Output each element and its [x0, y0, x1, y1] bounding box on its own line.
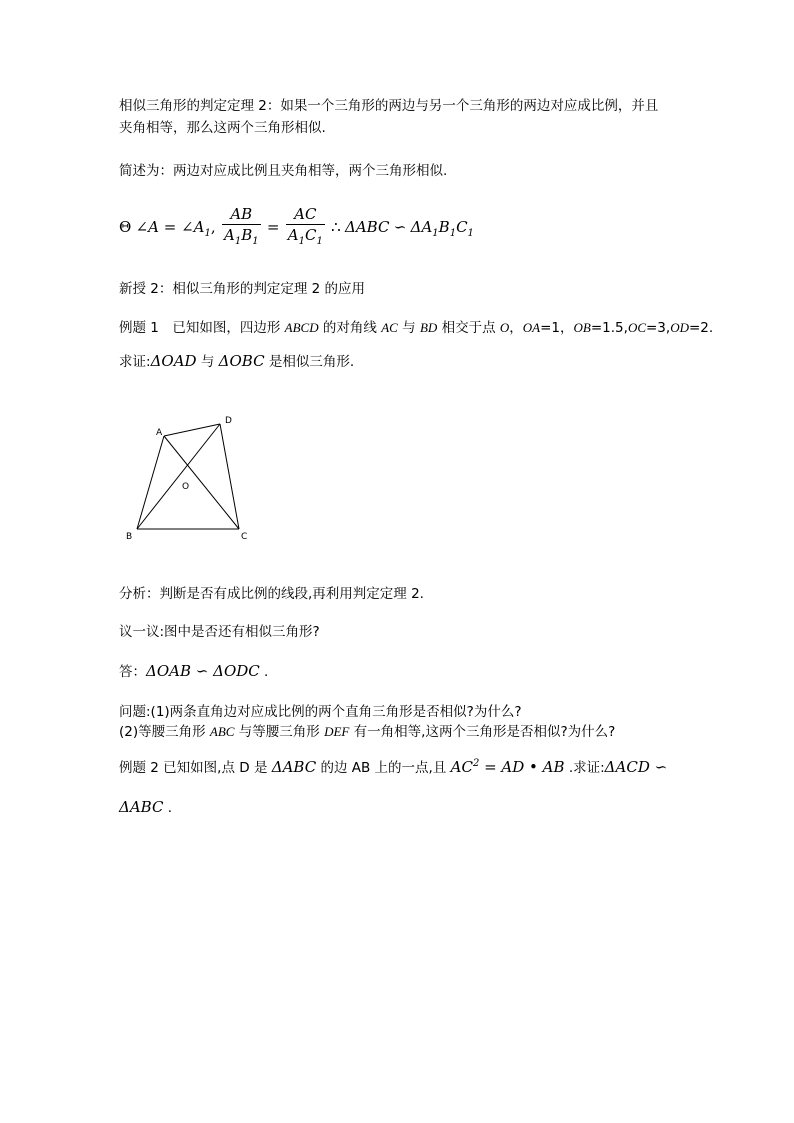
similar-symbol: ∽ [393, 218, 407, 236]
summary-text: 简述为：两边对应成比例且夹角相等，两个三角形相似. [119, 163, 448, 179]
analysis-text: 分析：判断是否有成比例的线段,再利用判定定理 2. [119, 586, 424, 602]
equation: $AC^2$ = AD • AB [450, 758, 565, 776]
label-o: O [182, 482, 190, 492]
fraction-ac-a1c1 [286, 204, 325, 252]
discuss-text: 议一议:图中是否还有相似三角形? [119, 624, 320, 640]
question-1: 问题:(1)两条直角边对应成比例的两个直角三角形是否相似?为什么? [119, 704, 522, 720]
diagonal-bd [137, 424, 220, 529]
fraction-ab-a1b1 [222, 204, 261, 252]
triangle-abc-2: ΔABC [271, 758, 317, 776]
formula [119, 204, 474, 256]
label-d: D [225, 416, 232, 426]
triangle-obc: ΔOBC [218, 352, 265, 370]
triangle-abc: ΔABC [344, 218, 390, 236]
triangle-acd: ΔACD [604, 758, 650, 776]
angle-expression: ∠A = $\angle A_1$ [135, 218, 211, 239]
therefore-symbol: ∴ [331, 218, 341, 236]
theorem-line-2: 夹角相等，那么这两个三角形相似. [119, 120, 326, 136]
fraction-numerator: AB [222, 204, 261, 225]
theorem-line-1: 相似三角形的判定定理 2：如果一个三角形的两边与另一个三角形的两边对应成比例，并且 [119, 98, 659, 114]
example1-line-2: 求证:ΔOAD 与 ΔOBC 是相似三角形. [119, 352, 355, 370]
quadrilateral-figure [119, 408, 259, 548]
edge-ba [137, 436, 164, 529]
question-2: (2)等腰三角形 ABC 与等腰三角形 DEF 有一角相等,这两个三角形是否相似?为什么? [119, 724, 616, 740]
triangle-odc: ΔODC [213, 662, 260, 680]
triangle-oad: ΔOAD [150, 352, 197, 370]
equals-sign: = [266, 218, 280, 236]
example2-line-1: 例题 2 已知如图,点 D 是 ΔABC 的边 AB 上的一点,且 $AC^2$ = AD • AB .求证:ΔACD ∽ [119, 758, 668, 776]
example2-line-2: ΔABC . [119, 798, 173, 816]
new-lesson-heading: 新授 2：相似三角形的判定定理 2 的应用 [119, 281, 366, 297]
diagonal-ac [164, 436, 239, 529]
fraction-numerator: AC [286, 204, 325, 225]
fraction-denominator: $A_1C_1$ [287, 226, 323, 247]
example1-line-1: 例题 1 已知如图，四边形 ABCD 的对角线 AC 与 BD 相交于点 O，OA=1，OB=1.5,OC=3,OD=2. [119, 320, 714, 336]
fraction-denominator: $A_1B_1$ [223, 226, 259, 247]
label-b: B [126, 532, 133, 542]
triangle-a1b1c1: $\Delta A_1B_1C_1$ [410, 218, 474, 239]
edge-dc [220, 424, 239, 529]
answer-text: 答：ΔOAB ∽ ΔODC . [119, 662, 269, 680]
label-a: A [156, 428, 163, 438]
because-symbol: Θ [119, 218, 132, 236]
label-c: C [241, 532, 248, 542]
comma: , [210, 218, 216, 236]
triangle-abc-3: ΔABC [119, 798, 164, 816]
triangle-oab: ΔOAB [146, 662, 191, 680]
